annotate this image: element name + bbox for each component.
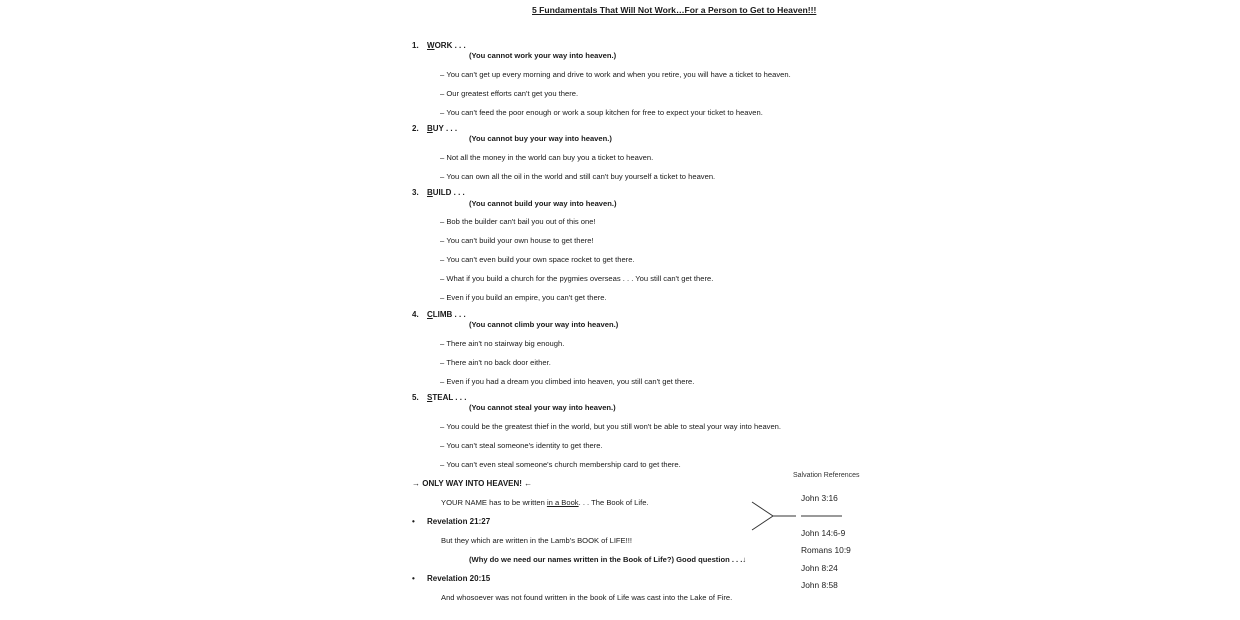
list-item: – You can't steal someone's identity to get there. bbox=[440, 441, 603, 450]
list-item: – There ain't no stairway big enough. bbox=[440, 339, 565, 348]
verse-text: And whosoever was not found written in the book of Life was cast into the Lake of Fire. bbox=[441, 593, 733, 602]
only-way-heading: → ONLY WAY INTO HEAVEN! ← bbox=[412, 479, 533, 488]
section-number: 3. bbox=[412, 188, 419, 197]
verse-heading: • Revelation 20:15 bbox=[412, 574, 491, 583]
section-word: UILD . . . bbox=[432, 188, 465, 197]
list-item: – Our greatest efforts can't get you there. bbox=[440, 89, 579, 98]
list-item: – Bob the builder can't bail you out of this one! bbox=[440, 217, 596, 226]
section-build-heading bbox=[412, 188, 465, 197]
reference-item: John 3:16 bbox=[801, 493, 838, 503]
list-item: – Even if you build an empire, you can't get there. bbox=[440, 293, 607, 302]
list-item: – There ain't no back door either. bbox=[440, 358, 551, 367]
section-steal-heading bbox=[412, 393, 466, 402]
section-word: UY . . . bbox=[432, 124, 458, 133]
list-item: – Not all the money in the world can buy you a ticket to heaven. bbox=[440, 153, 654, 162]
section-initial: B bbox=[427, 188, 433, 197]
section-buy-subtitle: (You cannot buy your way into heaven.) bbox=[469, 134, 612, 143]
section-initial: B bbox=[427, 124, 433, 133]
section-number: 4. bbox=[412, 310, 419, 319]
section-initial: S bbox=[427, 393, 433, 402]
section-number: 1. bbox=[412, 41, 419, 50]
list-item: – What if you build a church for the pygmies overseas . . . You still can't get there. bbox=[440, 274, 714, 283]
book-of-life-line: YOUR NAME has to be written in a Book. . . The Book of Life. bbox=[441, 498, 649, 507]
verse-text: But they which are written in the Lamb's BOOK of LIFE!!! bbox=[441, 536, 632, 545]
reference-item: John 8:24 bbox=[801, 563, 838, 573]
section-work-subtitle: (You cannot work your way into heaven.) bbox=[469, 51, 617, 60]
section-build-subtitle: (You cannot build your way into heaven.) bbox=[469, 199, 617, 208]
list-item: – You can't get up every morning and drive to work and when you retire, you will have a ticket to heaven. bbox=[440, 70, 791, 79]
section-steal-subtitle: (You cannot steal your way into heaven.) bbox=[469, 403, 616, 412]
section-word: TEAL . . . bbox=[432, 393, 467, 402]
list-item: – You can't feed the poor enough or work a soup kitchen for free to expect your ticket to heaven. bbox=[440, 108, 763, 117]
list-item: – You could be the greatest thief in the world, but you still won't be able to steal your way into heaven. bbox=[440, 422, 782, 431]
list-item: – You can own all the oil in the world and still can't buy yourself a ticket to heaven. bbox=[440, 172, 716, 181]
verse-heading: • Revelation 21:27 bbox=[412, 517, 491, 526]
reference-item: Romans 10:9 bbox=[801, 545, 851, 555]
section-initial: W bbox=[427, 41, 435, 50]
list-item: – You can't even steal someone's church membership card to get there. bbox=[440, 460, 681, 469]
page-title: 5 Fundamentals That Will Not Work…For a Person to Get to Heaven!!! bbox=[532, 5, 817, 15]
list-item: – Even if you had a dream you climbed into heaven, you still can't get there. bbox=[440, 377, 695, 386]
section-work-heading bbox=[412, 41, 466, 50]
question-line: (Why do we need our names written in the Book of Life?) Good question . . .↓ bbox=[469, 555, 747, 564]
section-buy-heading bbox=[412, 124, 457, 133]
section-number: 5. bbox=[412, 393, 419, 402]
list-item: – You can't even build your own space rocket to get there. bbox=[440, 255, 635, 264]
section-climb-subtitle: (You cannot climb your way into heaven.) bbox=[469, 320, 619, 329]
reference-item: John 8:58 bbox=[801, 580, 838, 590]
list-item: – You can't build your own house to get there! bbox=[440, 236, 594, 245]
reference-item: John 14:6-9 bbox=[801, 528, 846, 538]
section-climb-heading bbox=[412, 310, 466, 319]
section-word: ORK . . . bbox=[434, 41, 466, 50]
salvation-references-header: Salvation References bbox=[793, 472, 860, 479]
section-initial: C bbox=[427, 310, 433, 319]
section-word: LIMB . . . bbox=[432, 310, 466, 319]
section-number: 2. bbox=[412, 124, 419, 133]
